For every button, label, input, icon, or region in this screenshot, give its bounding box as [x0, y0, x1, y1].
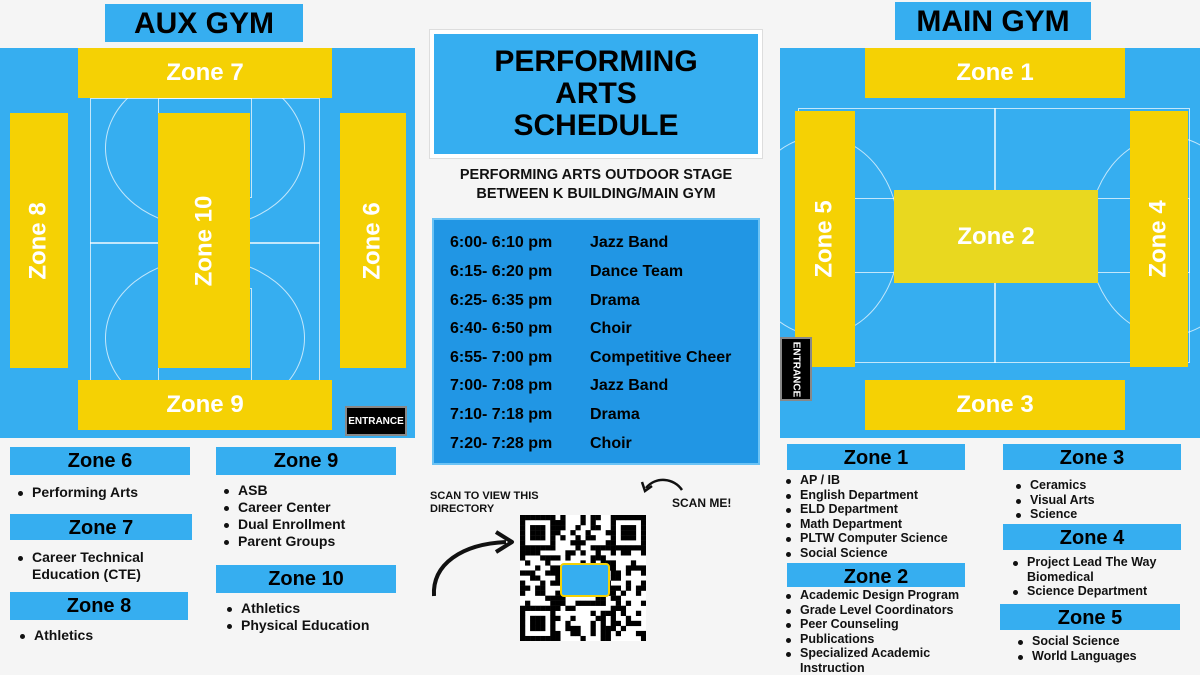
- main-zone-1[interactable]: [865, 48, 1125, 98]
- qr-code[interactable]: [520, 515, 646, 641]
- list-item: Physical Education: [225, 617, 369, 634]
- list-item: Project Lead The Way Biomedical: [1011, 555, 1181, 584]
- schedule-time: 6:00- 6:10 pm: [450, 234, 553, 251]
- schedule-event: Drama: [590, 292, 640, 309]
- legend-zone-3-list: [1014, 478, 1095, 522]
- schedule-event: Dance Team: [590, 263, 684, 280]
- list-item: Career Technical Education (CTE): [16, 549, 166, 583]
- schedule-event: Jazz Band: [590, 377, 669, 394]
- schedule-time: 7:20- 7:28 pm: [450, 435, 553, 452]
- aux-zone-10[interactable]: [158, 113, 250, 368]
- main-gym-title: MAIN GYM: [895, 2, 1091, 40]
- zone-6-label: Zone 6: [359, 201, 386, 280]
- schedule-time: 7:00- 7:08 pm: [450, 377, 553, 394]
- zone-4-label: Zone 4: [1145, 200, 1172, 278]
- list-item: Math Department: [784, 517, 948, 532]
- list-item: World Languages: [1016, 649, 1137, 664]
- main-zone-2[interactable]: [894, 190, 1098, 283]
- zone-9-label: Zone 9: [166, 391, 244, 418]
- entrance-label: ENTRANCE: [790, 341, 802, 397]
- list-item: Parent Groups: [222, 533, 345, 550]
- list-item: Specialized Academic Instruction: [784, 646, 979, 675]
- school-logo-icon: [560, 563, 610, 597]
- list-item: Social Science: [784, 546, 948, 561]
- schedule-time: 6:25- 6:35 pm: [450, 292, 553, 309]
- legend-zone-10-list: [225, 600, 369, 634]
- main-zone-5[interactable]: [795, 111, 855, 367]
- aux-gym-title: AUX GYM: [105, 4, 303, 42]
- list-item: Publications: [784, 632, 979, 647]
- list-item: ASB: [222, 482, 345, 499]
- legend-zone-8-list: [18, 627, 93, 644]
- legend-zone-9-header: Zone 9: [216, 447, 396, 475]
- stage-location: PERFORMING ARTS OUTDOOR STAGE BETWEEN K BUILDING/MAIN GYM: [459, 167, 733, 202]
- list-item: Peer Counseling: [784, 617, 979, 632]
- aux-zone-7[interactable]: [78, 48, 332, 98]
- list-item: AP / IB: [784, 473, 948, 488]
- legend-zone-4-header: Zone 4: [1003, 524, 1181, 550]
- scan-me-label: SCAN ME!: [672, 496, 732, 510]
- list-item: Ceramics: [1014, 478, 1095, 493]
- legend-zone-2-header: Zone 2: [787, 563, 965, 587]
- schedule-event: Drama: [590, 406, 640, 423]
- curved-arrow-icon: [428, 530, 518, 600]
- legend-zone-10-header: Zone 10: [216, 565, 396, 593]
- list-item: Academic Design Program: [784, 588, 979, 603]
- legend-zone-1-header: Zone 1: [787, 444, 965, 470]
- legend-zone-2-list: [784, 588, 979, 675]
- list-item: ELD Department: [784, 502, 948, 517]
- list-item: PLTW Computer Science: [784, 531, 948, 546]
- schedule-table: [432, 218, 760, 465]
- legend-zone-3-header: Zone 3: [1003, 444, 1181, 470]
- schedule-time: 6:40- 6:50 pm: [450, 320, 553, 337]
- schedule-time: 6:15- 6:20 pm: [450, 263, 553, 280]
- aux-zone-8[interactable]: [10, 113, 68, 368]
- legend-zone-5-list: [1016, 634, 1137, 663]
- zone-1-label: Zone 1: [956, 59, 1034, 86]
- schedule-event: Choir: [590, 320, 632, 337]
- list-item: Science: [1014, 507, 1095, 522]
- schedule-title: PERFORMING ARTS SCHEDULE: [494, 45, 698, 142]
- zone-3-label: Zone 3: [956, 391, 1034, 418]
- zone-10-label: Zone 10: [189, 195, 217, 286]
- schedule-time: 7:10- 7:18 pm: [450, 406, 553, 423]
- aux-entrance-sign: ENTRANCE: [345, 406, 407, 436]
- list-item: Athletics: [225, 600, 369, 617]
- legend-zone-6-header: Zone 6: [10, 447, 190, 475]
- legend-zone-7-header: Zone 7: [10, 514, 192, 540]
- legend-zone-9-list: [222, 482, 345, 550]
- qr-caption: SCAN TO VIEW THIS DIRECTORY: [430, 490, 539, 515]
- list-item: Dual Enrollment: [222, 516, 345, 533]
- schedule-event: Jazz Band: [590, 234, 669, 251]
- zone-5-label: Zone 5: [811, 200, 838, 278]
- aux-zone-6[interactable]: [340, 113, 406, 368]
- legend-zone-5-header: Zone 5: [1000, 604, 1180, 630]
- list-item: Social Science: [1016, 634, 1137, 649]
- list-item: Grade Level Coordinators: [784, 603, 979, 618]
- scan-me-arrow-icon: [636, 474, 686, 504]
- legend-zone-7-list: [16, 549, 166, 583]
- zone-2-label: Zone 2: [957, 222, 1035, 250]
- schedule-header: [430, 30, 762, 158]
- list-item: Visual Arts: [1014, 493, 1095, 508]
- list-item: Science Department: [1011, 584, 1181, 599]
- legend-zone-6-list: [16, 484, 138, 501]
- schedule-time: 6:55- 7:00 pm: [450, 349, 553, 366]
- legend-zone-1-list: [784, 473, 948, 560]
- schedule-event: Choir: [590, 435, 632, 452]
- legend-zone-8-header: Zone 8: [10, 592, 188, 620]
- zone-7-label: Zone 7: [166, 59, 244, 86]
- list-item: Career Center: [222, 499, 345, 516]
- main-zone-4[interactable]: [1130, 111, 1188, 367]
- legend-zone-4-list: [1011, 555, 1181, 599]
- list-item: English Department: [784, 488, 948, 503]
- schedule-event: Competitive Cheer: [590, 349, 732, 366]
- list-item: Performing Arts: [16, 484, 138, 501]
- main-zone-3[interactable]: [865, 380, 1125, 430]
- aux-zone-9[interactable]: [78, 380, 332, 430]
- zone-8-label: Zone 8: [25, 201, 52, 280]
- main-entrance-sign: [780, 337, 812, 401]
- list-item: Athletics: [18, 627, 93, 644]
